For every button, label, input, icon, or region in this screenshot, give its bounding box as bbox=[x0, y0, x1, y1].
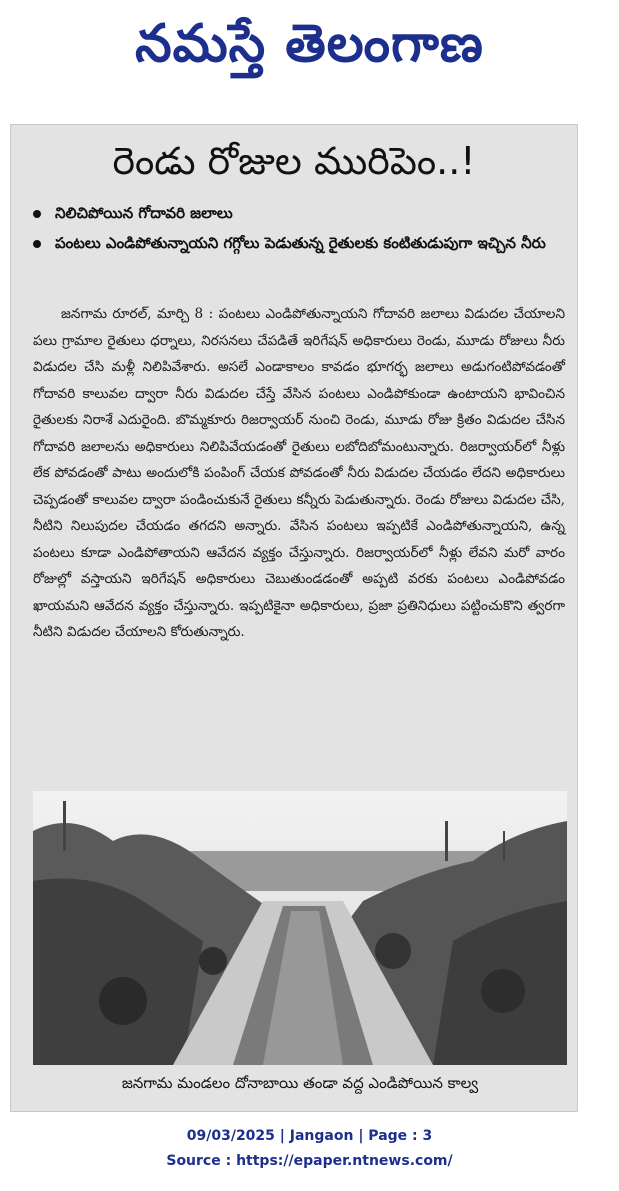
masthead-title: నమస్తే తెలంగాణ bbox=[135, 14, 484, 74]
article-body: జనగామ రూరల్, మార్చి 8 : పంటలు ఎండిపోతున్నాయని గోదావరి జలాలు విడుదల చేయాలని పలు గ్రామాల రైతులు ధర్నాలు, నిరసనలు చేపడితే ఇరిగేషన్ అధికారులు రెండు, మూడు రోజులు నీరు విడుదల చేసి మళ్లీ నిలిపివేశారు. అసలే ఎండాకాలం కావడం భూగర్భ జలాలు అడుగంటిపోవడంతో గోదావరి కాలువల ద్వారా నీరు విడుదల చేస్తే వేసిన పంటలు ఎండిపోకుండా ఉంటాయని భావించిన రైతులకు నిరాశే ఎదురైంది. బొమ్మకూరు రిజర్వాయర్ నుంచి రెండు, మూడు రోజు క్రితం విడుదల చేసిన గోదావరి జలాలను అధికారులు నిలిపివేయడంతో రైతులు లబోదిబోమంటున్నారు. రిజర్వాయర్‌లో నీళ్లు లేక పోవడంతో పాటు అందులోకి పంపింగ్ చేయక పోవడంతో నీరు విడుదల చేయడం లేదని అధికారులు చెప్పడంతో కాలువల ద్వారా పండించుకునే రైతులు కన్నీరు పెడుతున్నారు. రెండు రోజులు విడుదల చేసి, నీటిని నిలుపుదల చేయడం తగదని అన్నారు. వేసిన పంటలు ఇప్పటికే ఎండిపోతున్నాయని, ఉన్న పంటలు కూడా ఎండిపోతాయని ఆవేదన వ్యక్తం చేస్తున్నారు. రిజర్వాయర్‌లో నీళ్లు లేవని మరో వారం రోజుల్లో వస్తాయని ఇరిగేషన్ అధికారులు చెబుతుండడంతో అప్పటి వరకు పంటలు ఎండిపోవడం ఖాయమని ఆవేదన వ్యక్తం చేస్తున్నారు. ఇప్పటికైనా అధికారులు, ప్రజా ప్రతినిధులు పట్టించుకొని త్వరగా నీటిని విడుదల చేయాలని కోరుతున్నారు. bbox=[33, 306, 566, 640]
dry-canal-photo bbox=[33, 791, 567, 1065]
subheading-bullet bbox=[29, 198, 569, 228]
article-photo bbox=[33, 791, 567, 1065]
subheading-text: పంటలు ఎండిపోతున్నాయని గగ్గోలు పెడుతున్న రైతులకు కంటితుడుపుగా ఇచ్చిన నీరు bbox=[55, 234, 546, 252]
masthead bbox=[0, 0, 619, 96]
subheading-bullets bbox=[29, 198, 569, 258]
bullet-icon bbox=[33, 210, 41, 218]
article-headline: రెండు రోజుల మురిపెం..! bbox=[112, 139, 476, 183]
footer-source: Source : https://epaper.ntnews.com/ bbox=[166, 1153, 453, 1169]
bullet-icon bbox=[33, 240, 41, 248]
subheading-bullet bbox=[29, 228, 569, 258]
news-clipping bbox=[10, 124, 578, 1112]
subheading-text: నిలిచిపోయిన గోదావరి జలాలు bbox=[55, 204, 233, 222]
photo-caption: జనగామ మండలం దోనాబాయి తండా వద్ద ఎండిపోయిన కాల్వ bbox=[121, 1074, 479, 1092]
footer-date-edition: 09/03/2025 | Jangaon | Page : 3 bbox=[186, 1128, 433, 1144]
